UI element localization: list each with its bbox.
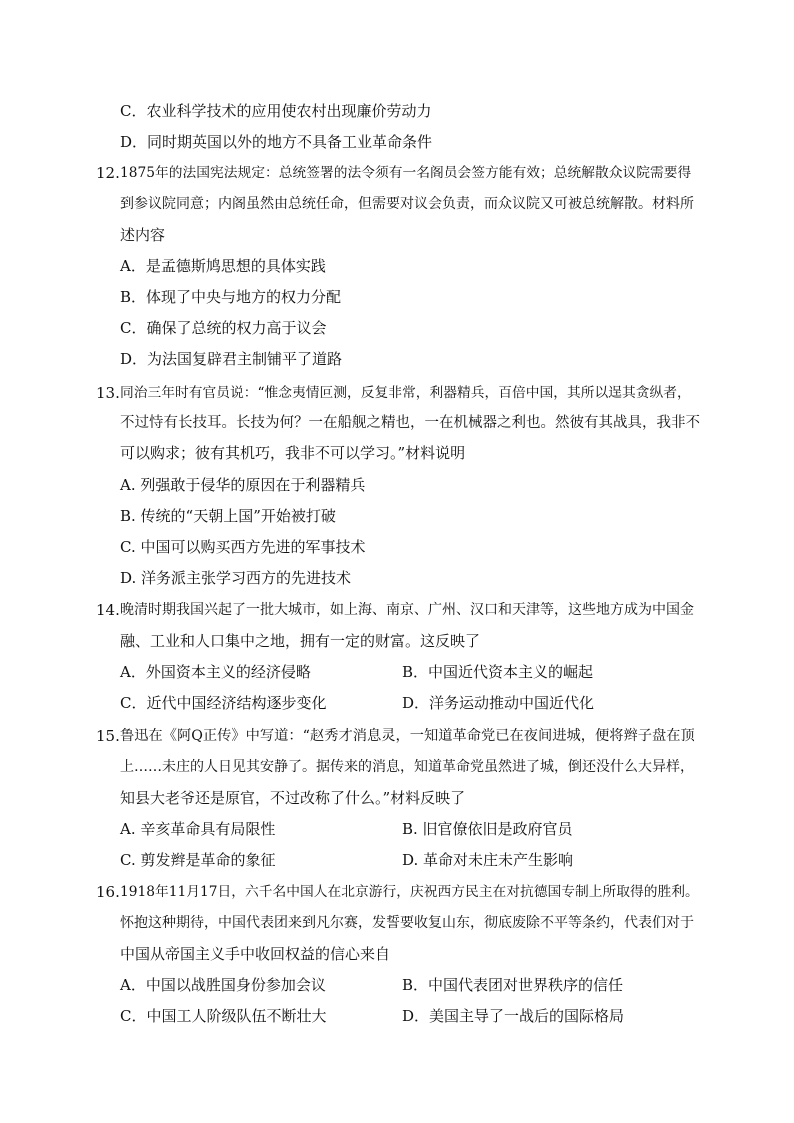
option-a: A．外国资本主义的经济侵略	[120, 663, 311, 681]
option-d: D．洋务运动推动中国近代化	[402, 694, 595, 712]
option-b: B．中国代表团对世界秩序的信任	[402, 976, 624, 994]
prev-option-c: C．农业科学技术的应用使农村出现廉价劳动力	[120, 102, 432, 120]
question-stem-line: 同治三年时有官员说：“惟念夷情叵测，反复非常，利器精兵，百倍中国，其所以逞其贪纵者，	[120, 385, 691, 401]
option-d: D．为法国复辟君主制铺平了道路	[120, 350, 343, 368]
question-stem-line: 可以购求；彼有其机巧，我非不可以学习。”材料说明	[120, 444, 466, 462]
question-stem-line: 知县大老爷还是原官，不过改称了什么。”材料反映了	[120, 789, 466, 807]
option-d: D．美国主导了一战后的国际格局	[402, 1007, 625, 1025]
question-number: 13.	[96, 384, 120, 402]
question-number: 15.	[96, 727, 120, 745]
question-stem-line: 上……未庄的人日见其安静了。据传来的消息，知道革命党虽然进了城，倒还没什么大异样，	[120, 759, 694, 775]
option-d: D. 洋务派主张学习西方的先进技术	[120, 569, 352, 587]
question-number: 14.	[96, 601, 120, 619]
question-stem-line: 鲁迅在《阿Q正传》中写道：“赵秀才消息灵，一知道革命党已在夜间进城，便将辫子盘在顶	[120, 728, 695, 744]
option-a: A．中国以战胜国身份参加会议	[120, 976, 326, 994]
option-b: B. 旧官僚依旧是政府官员	[402, 820, 573, 838]
option-c: C．近代中国经济结构逐步变化	[120, 694, 327, 712]
question-number: 12.	[96, 164, 120, 182]
question-stem-line: 1918年11月17日，六千名中国人在北京游行，庆祝西方民主在对抗德国专制上所取得的胜利。	[120, 884, 699, 900]
option-a: A. 辛亥革命具有局限性	[120, 820, 276, 838]
option-a: A．是孟德斯鸠思想的具体实践	[120, 257, 326, 275]
question-stem-line: 述内容	[120, 226, 166, 244]
option-d: D. 革命对未庄未产生影响	[402, 851, 574, 869]
question-number: 16.	[96, 883, 120, 901]
question-stem-line: 融、工业和人口集中之地，拥有一定的财富。这反映了	[120, 632, 481, 650]
option-a: A. 列强敢于侵华的原因在于利器精兵	[120, 476, 366, 494]
question-stem-line: 晚清时期我国兴起了一批大城市，如上海、南京、广州、汉口和天津等，这些地方成为中国金	[120, 602, 694, 618]
option-b: B．中国近代资本主义的崛起	[402, 663, 594, 681]
option-b: B．体现了中央与地方的权力分配	[120, 288, 342, 306]
option-c: C. 剪发辫是革命的象征	[120, 851, 276, 869]
question-stem-line: 中国从帝国主义手中收回权益的信心来自	[120, 945, 391, 963]
option-c: C．中国工人阶级队伍不断壮大	[120, 1007, 327, 1025]
question-stem-line: 怀抱这种期待，中国代表团来到凡尔赛，发誓要收复山东，彻底废除不平等条约，代表们对于	[120, 915, 694, 931]
option-c: C．确保了总统的权力高于议会	[120, 319, 327, 337]
option-c: C. 中国可以购买西方先进的军事技术	[120, 538, 366, 556]
prev-option-d: D．同时期英国以外的地方不具备工业革命条件	[120, 133, 433, 151]
question-stem-line: 1875年的法国宪法规定：总统签署的法令须有一名阁员会签方能有效；总统解散众议院需要得	[120, 165, 692, 181]
question-stem-line: 不过恃有长技耳。长技为何？一在船舰之精也，一在机械器之利也。然彼有其战具，我非不	[120, 415, 700, 431]
option-b: B. 传统的“天朝上国”开始被打破	[120, 507, 336, 525]
question-stem-line: 到参议院同意；内阁虽然由总统任命，但需要对议会负责，而众议院又可被总统解散。材料所	[120, 196, 694, 212]
